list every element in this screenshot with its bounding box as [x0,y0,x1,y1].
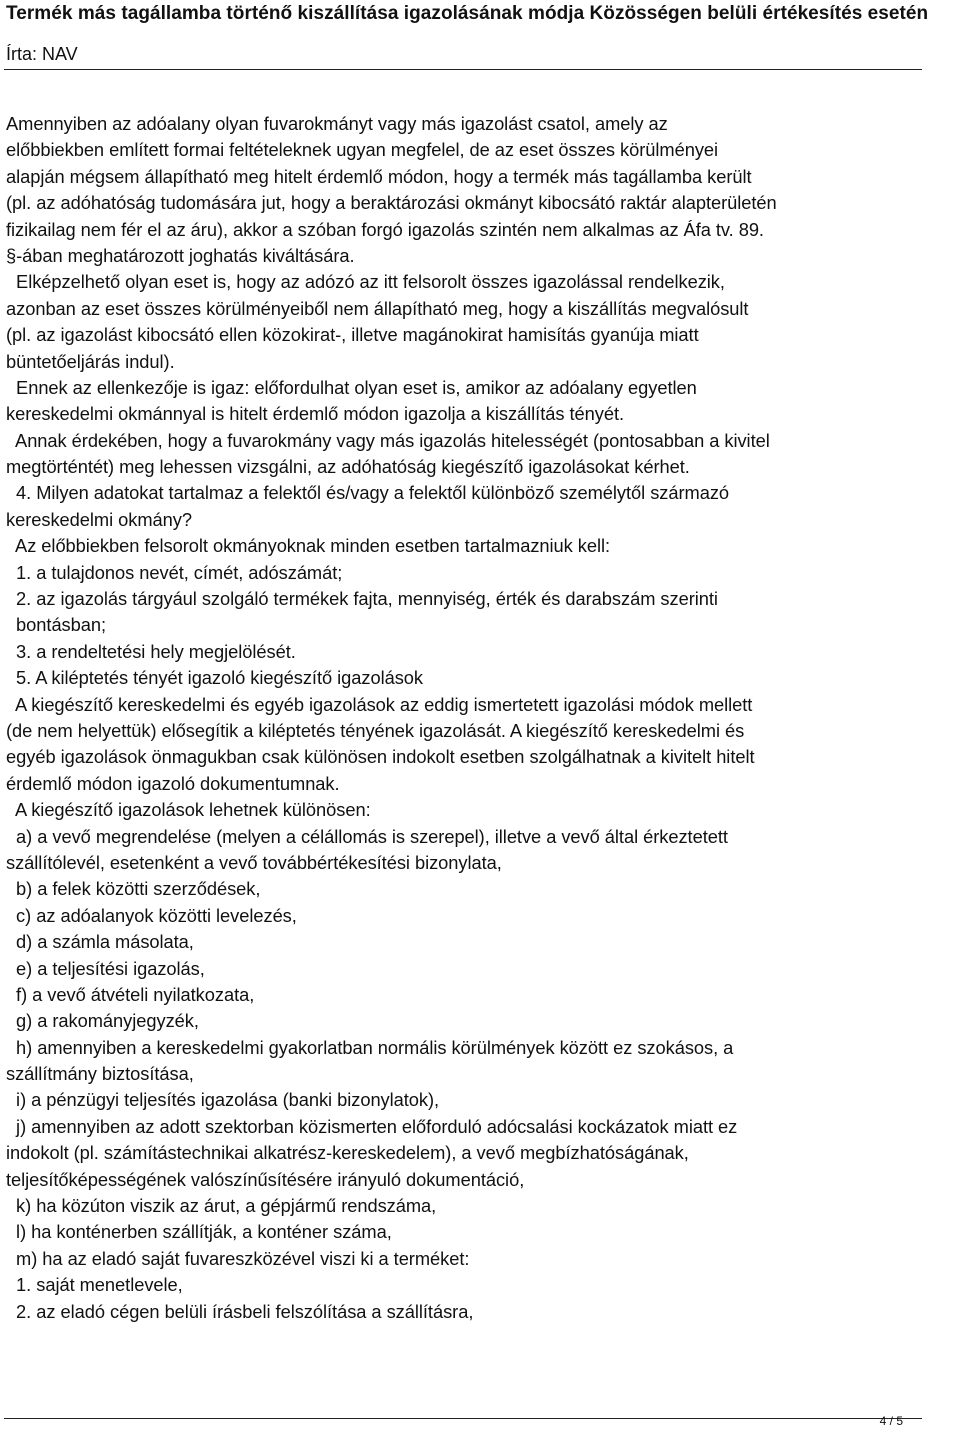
text-line: előbbiekben említett formai feltételeknek ugyan megfelel, de az eset összes körülményei [6,139,719,161]
text-line: Amennyiben az adóalany olyan fuvarokmányt vagy más igazolást csatol, amely az [6,113,668,134]
text-line: megtörténtét) meg lehessen vizsgálni, az adóhatóság kiegészítő igazolásokat kérhet. [6,456,690,478]
document-title: Termék más tagállamba történő kiszállítása igazolásának módja Közösségen belüli értékesítés esetén [6,3,929,24]
text-line: fizikailag nem fér el az áru), akkor a szóban forgó igazolás szintén nem alkalmas az Áfa tv. 89. [6,218,764,240]
text-line: i) a pénzügyi teljesítés igazolása (banki bizonylatok), [6,1089,440,1111]
text-line: Elképzelhető olyan eset is, hogy az adózó az itt felsorolt összes igazolással rendelkezik, [6,271,725,293]
footer-divider [4,1418,922,1419]
text-line: c) az adóalanyok közötti levelezés, [6,904,297,926]
document-body [6,111,916,1325]
text-line: teljesítőképességének valószínűsítésére irányuló dokumentáció, [6,1168,525,1190]
text-line: f) a vevő átvételi nyilatkozata, [6,983,255,1005]
text-line: h) amennyiben a kereskedelmi gyakorlatban normális körülmények között ez szokásos, a [6,1036,734,1058]
text-line: a) a vevő megrendelése (melyen a célállomás is szerepel), illetve a vevő által érkeztetett [6,825,728,847]
text-line: 1. saját menetlevele, [6,1274,183,1296]
text-line: azonban az eset összes körülményeiből nem állapítható meg, hogy a kiszállítás megvalósult [6,297,749,319]
text-line: kereskedelmi okmány? [6,508,192,530]
text-line: (pl. az igazolást kibocsátó ellen közokirat-, illetve magánokirat hamisítás gyanúja miatt [6,324,699,346]
text-line: érdemlő módon igazoló dokumentumnak. [6,772,340,794]
text-line: 2. az igazolás tárgyául szolgáló termékek fajta, mennyiség, érték és darabszám szerinti [6,588,718,610]
text-line: alapján mégsem állapítható meg hitelt érdemlő módon, hogy a termék más tagállamba került [6,165,752,187]
text-line: Annak érdekében, hogy a fuvarokmány vagy más igazolás hitelességét (pontosabban a kivitel [6,429,770,451]
document-author: Írta: NAV [6,44,78,64]
text-line: 3. a rendeltetési hely megjelölését. [6,640,296,662]
text-line: g) a rakományjegyzék, [6,1010,199,1032]
text-line: (pl. az adóhatóság tudomására jut, hogy a beraktározási okmányt kibocsátó raktár alapterületén [6,192,777,214]
text-line: b) a felek közötti szerződések, [6,878,261,900]
text-line: egyéb igazolások önmagukban csak különösen indokolt esetben szolgálhatnak a kivitelt hitelt [6,746,755,768]
text-line: A kiegészítő kereskedelmi és egyéb igazolások az eddig ismertetett igazolási módok mellett [6,693,753,715]
page-number: 4 / 5 [879,1414,903,1428]
text-line: kereskedelmi okmánnyal is hitelt érdemlő módon igazolja a kiszállítás tényét. [6,403,625,425]
text-line: k) ha közúton viszik az árut, a gépjármű rendszáma, [6,1195,437,1217]
text-line: (de nem helyettük) elősegítik a kiléptetés tényének igazolását. A kiegészítő kereskedelmi és [6,719,745,741]
text-line: l) ha konténerben szállítják, a konténer száma, [6,1221,392,1243]
text-line: d) a számla másolata, [6,931,194,953]
text-line: Ennek az ellenkezője is igaz: előfordulhat olyan eset is, amikor az adóalany egyetlen [6,376,697,398]
text-line: A kiegészítő igazolások lehetnek különösen: [6,799,371,821]
text-line: §-ában meghatározott joghatás kiváltására. [6,244,355,266]
text-line: indokolt (pl. számítástechnikai alkatrész-kereskedelem), a vevő megbízhatóságának, [6,1142,689,1164]
text-line: szállítmány biztosítása, [6,1063,194,1085]
text-line: j) amennyiben az adott szektorban közismerten előforduló adócsalási kockázatok miatt ez [6,1115,738,1137]
text-line: 2. az eladó cégen belüli írásbeli felszólítása a szállításra, [6,1300,474,1322]
text-line: bontásban; [6,614,107,636]
text-line: szállítólevél, esetenként a vevő továbbértékesítési bizonylata, [6,851,502,873]
text-line: e) a teljesítési igazolás, [6,957,205,979]
header-divider [4,69,922,70]
text-line: m) ha az eladó saját fuvareszközével viszi ki a terméket: [6,1247,470,1269]
text-line: 4. Milyen adatokat tartalmaz a felektől és/vagy a felektől különböző személytől származó [6,482,730,504]
text-line: 1. a tulajdonos nevét, címét, adószámát; [6,561,343,583]
text-line: Az előbbiekben felsorolt okmányoknak minden esetben tartalmazniuk kell: [6,535,611,557]
text-line: 5. A kiléptetés tényét igazoló kiegészítő igazolások [6,667,424,689]
text-line: büntetőeljárás indul). [6,350,175,372]
